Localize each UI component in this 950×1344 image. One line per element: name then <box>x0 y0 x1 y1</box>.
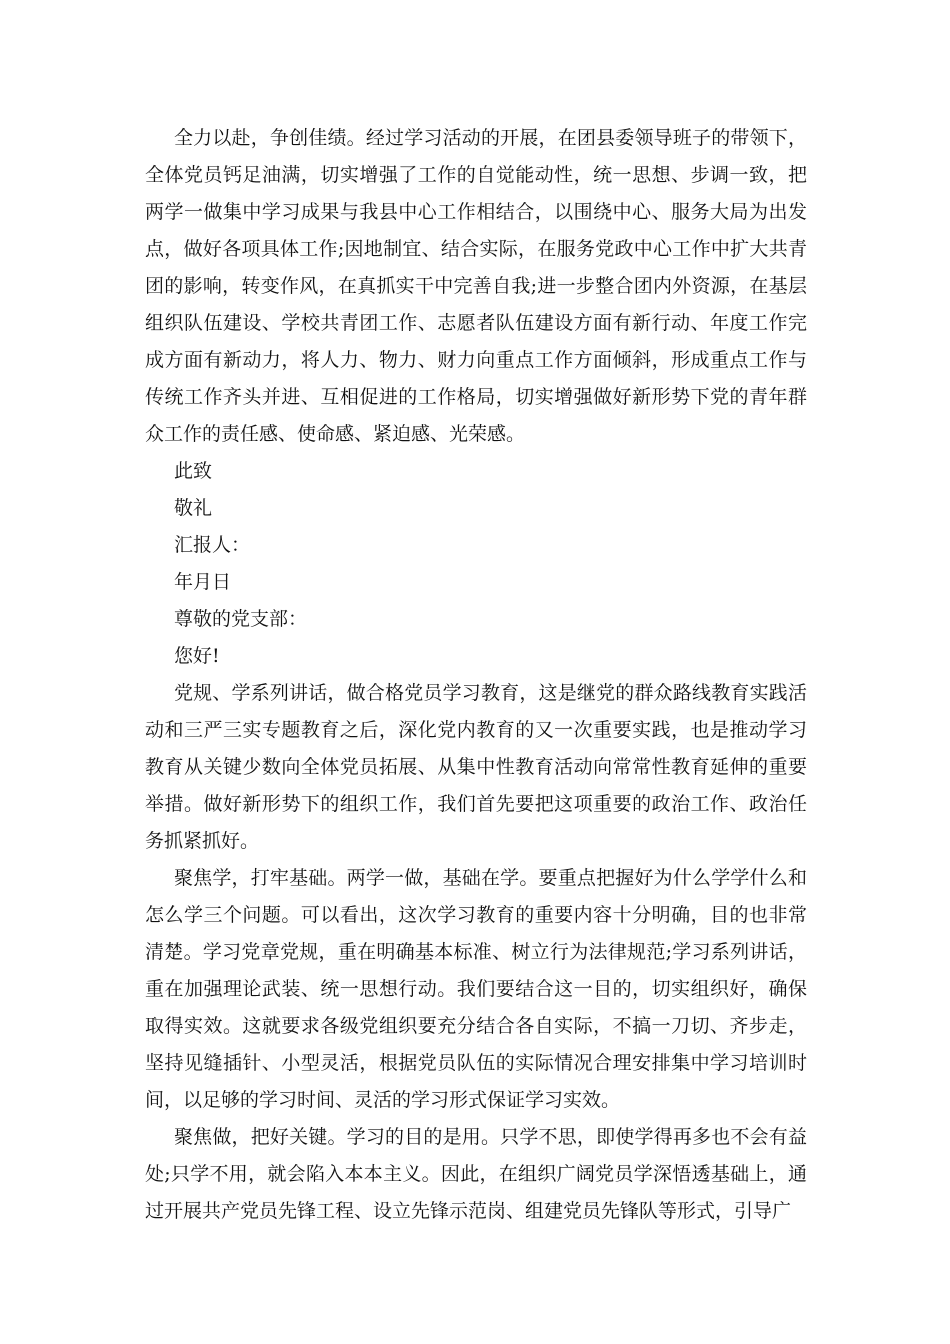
salutation: 尊敬的党支部： <box>174 608 308 630</box>
greeting: 您好! <box>174 645 220 667</box>
paragraph-focus-study: 聚焦学，打牢基础。两学一做，基础在学。要重点把握好为什么学学什么和怎么学三个问题。可以看出，这次学习教育的重要内容十分明确，目的也非常清楚。学习党章党规，重在明确基本标准、树立行为法律规范;学习系列讲话，重在加强理论武装、统一思想行动。我们要结合这一目的，切实组织好，确保取得实效。这就要求各级党组织要充分结合各自实际，不搞一刀切、齐步走，坚持见缝插针、小型灵活，根据党员队伍的实际情况合理安排集中学习培训时间，以足够的学习时间、灵活的学习形式保证学习实效。 <box>145 867 807 1111</box>
date-label: 年月日 <box>174 571 232 593</box>
closing-jingli: 敬礼 <box>174 497 213 519</box>
document-body <box>145 120 807 1230</box>
paragraph-commitment: 全力以赴，争创佳绩。经过学习活动的开展，在团县委领导班子的带领下，全体党员钙足油满，切实增强了工作的自觉能动性，统一思想、步调一致，把两学一做集中学习成果与我县中心工作相结合，以围绕中心、服务大局为出发点，做好各项具体工作;因地制宜、结合实际，在服务党政中心工作中扩大共青团的影响，转变作风，在真抓实干中完善自我;进一步整合团内外资源，在基层组织队伍建设、学校共青团工作、志愿者队伍建设方面有新行动、年度工作完成方面有新动力，将人力、物力、财力向重点工作方面倾斜，形成重点工作与传统工作齐头并进、互相促进的工作格局，切实增强做好新形势下党的青年群众工作的责任感、使命感、紧迫感、光荣感。 <box>145 127 807 445</box>
closing-cizhi: 此致 <box>174 460 213 482</box>
paragraph-focus-action: 聚焦做，把好关键。学习的目的是用。只学不思，即使学得再多也不会有益处;只学不用，就会陷入本本主义。因此，在组织广阔党员学深悟透基础上，通过开展共产党员先锋工程、设立先锋示范岗、组建党员先锋队等形式，引导广 <box>145 1126 807 1222</box>
reporter-label: 汇报人： <box>174 534 251 556</box>
paragraph-intro: 党规、学系列讲话，做合格党员学习教育，这是继党的群众路线教育实践活动和三严三实专题教育之后，深化党内教育的又一次重要实践，也是推动学习教育从关键少数向全体党员拓展、从集中性教育活动向常常性教育延伸的重要举措。做好新形势下的组织工作，我们首先要把这项重要的政治工作、政治任务抓紧抓好。 <box>145 682 807 852</box>
